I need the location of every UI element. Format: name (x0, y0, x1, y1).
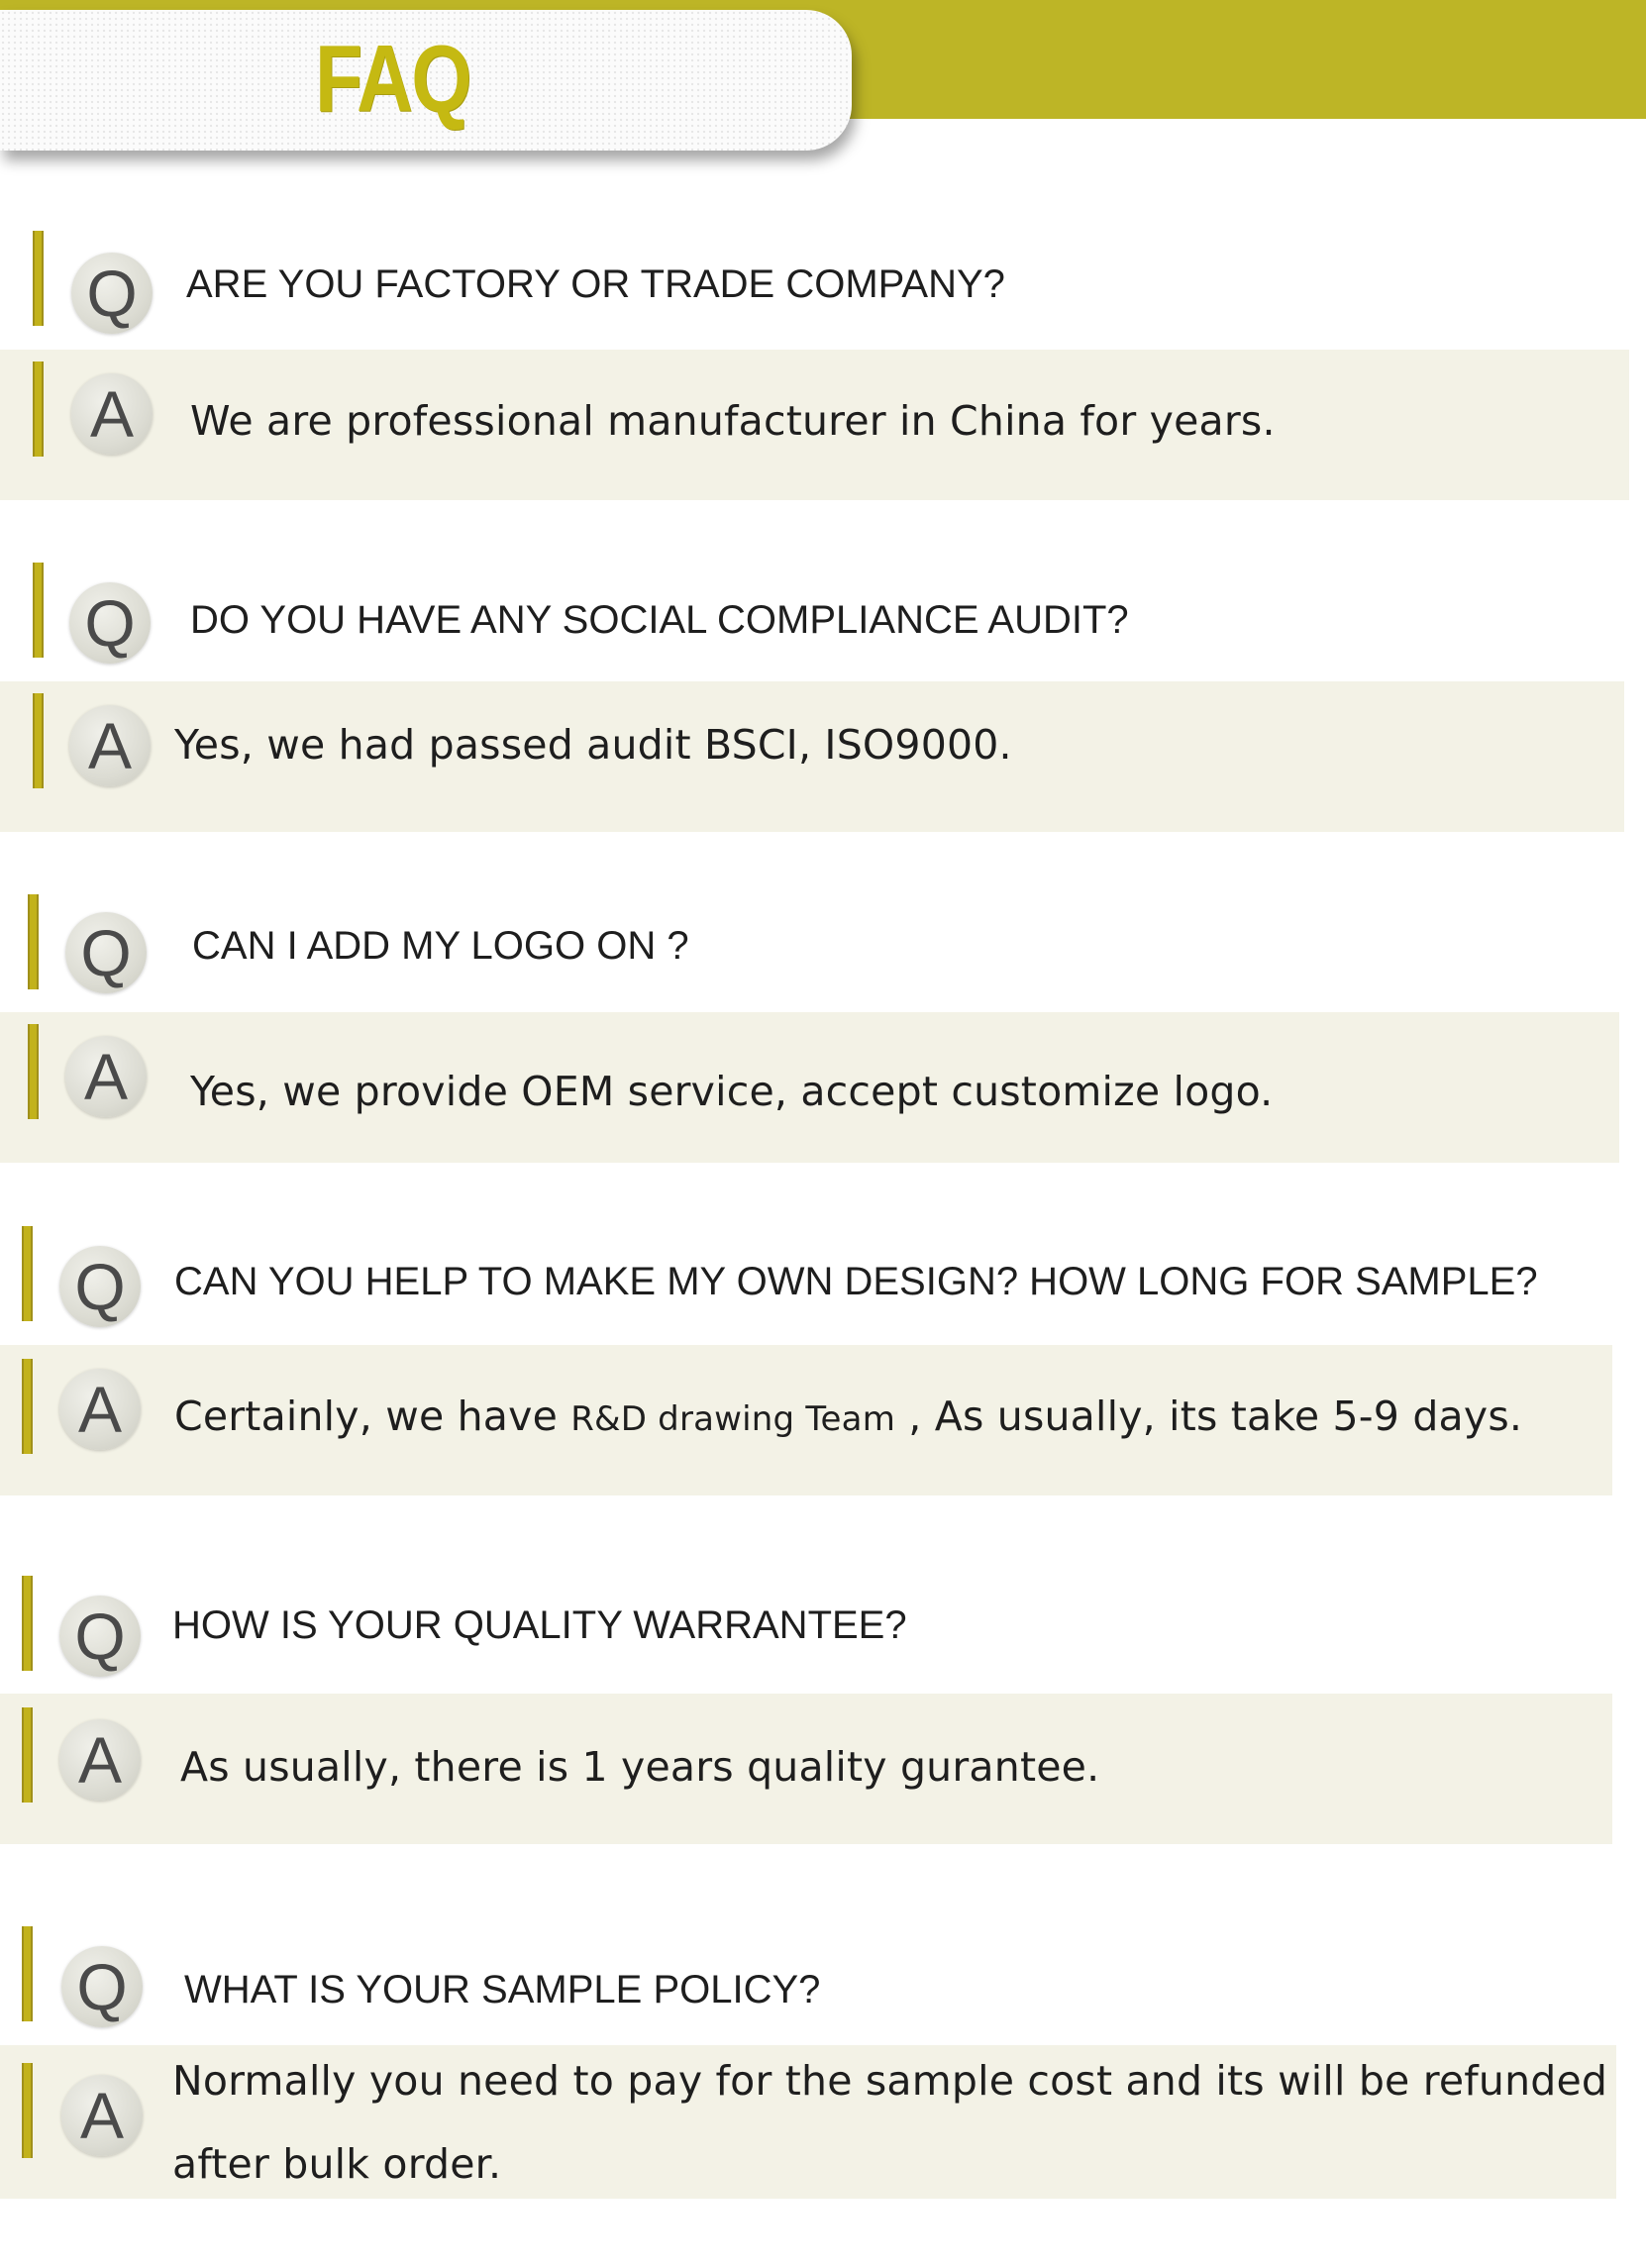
accent-bar (22, 1359, 33, 1454)
accent-bar (33, 231, 44, 326)
question-text: CAN I ADD MY LOGO ON ? (192, 924, 689, 968)
answer-text: Yes, we had passed audit BSCI, ISO9000. (174, 721, 1012, 769)
answer-text-part: , As usually, its take 5-9 days. (895, 1392, 1523, 1440)
question-text: DO YOU HAVE ANY SOCIAL COMPLIANCE AUDIT? (190, 598, 1129, 642)
faq-answer-row (0, 1012, 1619, 1163)
accent-bar (33, 693, 44, 788)
accent-bar (22, 1226, 33, 1321)
answer-text: As usually, there is 1 years quality gurantee. (180, 1743, 1100, 1791)
accent-bar (33, 563, 44, 658)
question-badge-icon: Q (59, 1596, 141, 1677)
answer-badge-icon: A (61, 2075, 143, 2156)
faq-answer-row (0, 1694, 1612, 1844)
answer-text: Normally you need to pay for the sample cost and its will be refunded after bulk order. (172, 2057, 1608, 2188)
faq-answer-row (0, 681, 1624, 832)
page-title: FAQ (315, 26, 470, 132)
question-text: WHAT IS YOUR SAMPLE POLICY? (184, 1968, 821, 2011)
accent-bar (28, 894, 39, 989)
question-text: ARE YOU FACTORY OR TRADE COMPANY? (186, 262, 1005, 306)
question-badge-icon: Q (65, 912, 147, 993)
answer-badge-icon: A (59, 1719, 141, 1801)
answer-badge-icon: A (59, 1369, 141, 1450)
faq-answer-row (0, 350, 1629, 500)
accent-bar (33, 361, 44, 457)
answer-text-part: R&D drawing Team (570, 1399, 896, 1439)
question-text: CAN YOU HELP TO MAKE MY OWN DESIGN? HOW LONG FOR SAMPLE? (174, 1260, 1538, 1303)
answer-text (174, 1392, 1522, 1440)
answer-text: Yes, we provide OEM service, accept customize logo. (190, 1068, 1274, 1115)
question-badge-icon: Q (71, 253, 153, 334)
answer-badge-icon: A (65, 1036, 147, 1117)
accent-bar (22, 1926, 33, 2021)
accent-bar (28, 1024, 39, 1119)
faq-answer-row (0, 1345, 1612, 1495)
accent-bar (22, 1576, 33, 1671)
accent-bar (22, 1707, 33, 1803)
answer-badge-icon: A (69, 705, 151, 786)
question-badge-icon: Q (59, 1246, 141, 1327)
question-badge-icon: Q (61, 1946, 143, 2027)
accent-bar (22, 2063, 33, 2158)
question-badge-icon: Q (69, 582, 151, 664)
question-text: HOW IS YOUR QUALITY WARRANTEE? (172, 1603, 907, 1647)
answer-text: We are professional manufacturer in China for years. (190, 397, 1276, 445)
answer-text-part: Certainly, we have (174, 1392, 571, 1440)
answer-badge-icon: A (71, 373, 153, 455)
faq-answer-row (0, 2045, 1616, 2199)
